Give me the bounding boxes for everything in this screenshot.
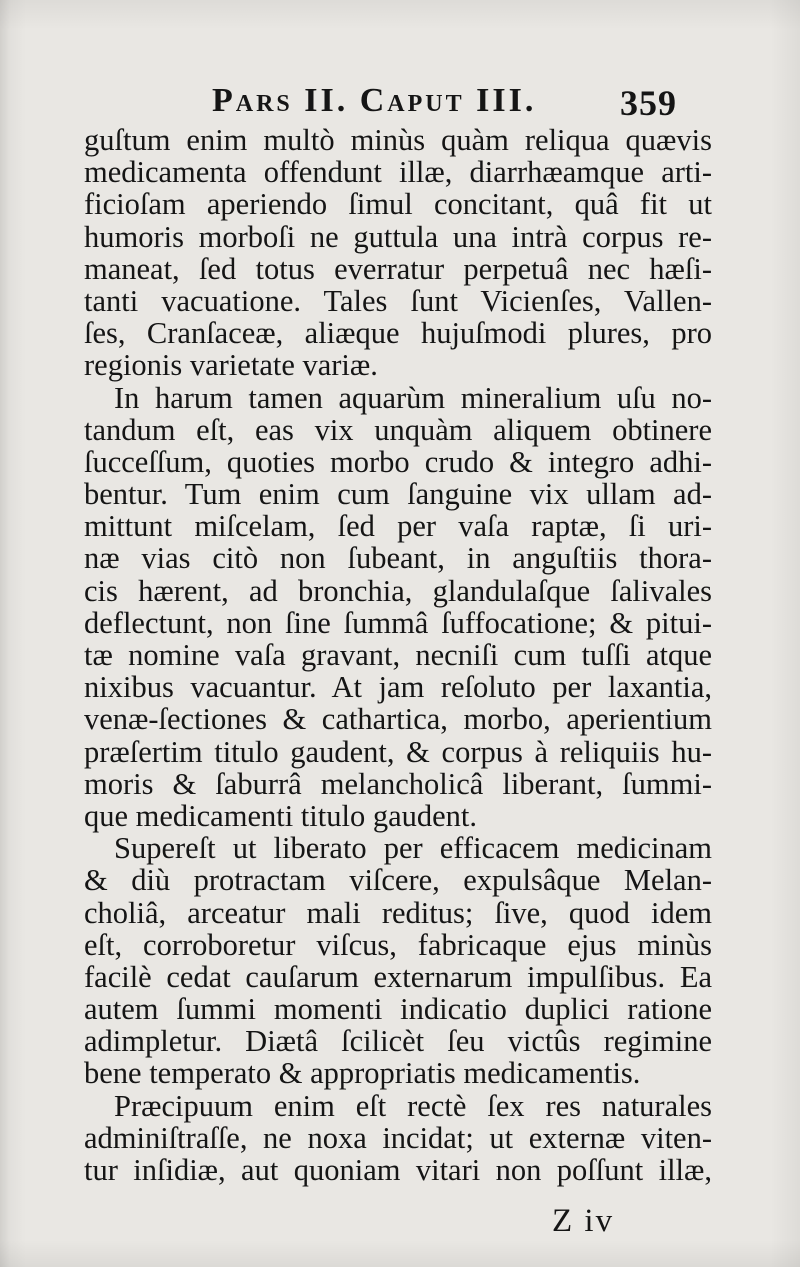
page-header [212, 82, 712, 122]
text-line: tandum eſt, eas vix unquàm aliquem obtinere [84, 412, 712, 447]
text-line: choliâ, arceatur mali reditus; ſive, quod idem [84, 895, 712, 930]
text-line: autem ſummi momenti indicatio duplici ratione [84, 992, 712, 1027]
text-line: venæ-ſectiones & cathartica, morbo, aperientium [84, 702, 712, 737]
text-line: Supereſt ut liberato per efficacem medicinam [114, 831, 712, 866]
text-line: adimpletur. Diætâ ſcilicèt ſeu victûs regimine [84, 1024, 712, 1059]
signature-mark: Z iv [552, 1203, 615, 1239]
text-line: facilè cedat cauſarum externarum impulſibus. Ea [84, 959, 712, 994]
text-line: deflectunt, non ſine ſummâ ſuffocatione; & pitui- [84, 605, 712, 640]
text-line: medicamenta offendunt illæ, diarrhæamque arti- [84, 155, 712, 190]
text-line: ficioſam aperiendo ſimul concitant, quâ fit ut [84, 187, 712, 222]
text-line: In harum tamen aquarùm mineralium uſu no- [114, 380, 712, 415]
body-text [84, 124, 712, 1186]
text-line: næ vias citò non ſubeant, in anguſtiis thora- [84, 541, 712, 576]
text-line: Præcipuum enim eſt rectè ſex res naturales [114, 1088, 712, 1123]
text-line: tanti vacuatione. Tales ſunt Vicienſes, Vallen- [84, 283, 712, 318]
text-line: moris & ſaburrâ melancholicâ liberant, ſummi- [84, 766, 712, 801]
text-line: ſucceſſum, quoties morbo crudo & integro adhi- [84, 444, 712, 479]
text-line: nixibus vacuantur. At jam reſoluto per laxantia, [84, 670, 712, 705]
text-line: guſtum enim multò minùs quàm reliqua quævis [84, 123, 712, 157]
text-line: præſertim titulo gaudent, & corpus à reliquiis hu- [84, 734, 712, 769]
text-line: tæ nomine vaſa gravant, necniſi cum tuſſi atque [84, 638, 712, 672]
text-line: maneat, ſed totus everratur perpetuâ nec hæſi- [84, 251, 712, 286]
text-line: humoris morboſi ne guttula una intrà corpus re- [84, 219, 712, 254]
text-line: tur inſidiæ, aut quoniam vitari non poſſunt illæ, [84, 1153, 712, 1187]
text-line: cis hærent, ad bronchia, glandulaſque ſalivales [84, 573, 712, 608]
text-line: que medicamenti titulo gaudent. [84, 798, 478, 833]
text-line: ſes, Cranſaceæ, aliæque hujuſmodi plures, pro [84, 316, 712, 351]
text-line: & diù protractam viſcere, expulsâque Melan- [84, 863, 712, 898]
text-line: regionis varietate variæ. [84, 348, 378, 383]
text-line: bentur. Tum enim cum ſanguine vix ullam ad- [84, 477, 712, 512]
text-line: bene temperato & appropriatis medicamentis. [84, 1056, 641, 1091]
running-head: Pars II. Caput III. [212, 82, 537, 119]
text-line: eſt, corroboretur viſcus, fabricaque ejus minùs [84, 927, 712, 962]
text-line: adminiſtraſſe, ne noxa incidat; ut externæ viten- [84, 1120, 712, 1155]
page-number: 359 [620, 83, 677, 123]
text-line: mittunt miſcelam, ſed per vaſa raptæ, ſi uri- [84, 509, 712, 544]
